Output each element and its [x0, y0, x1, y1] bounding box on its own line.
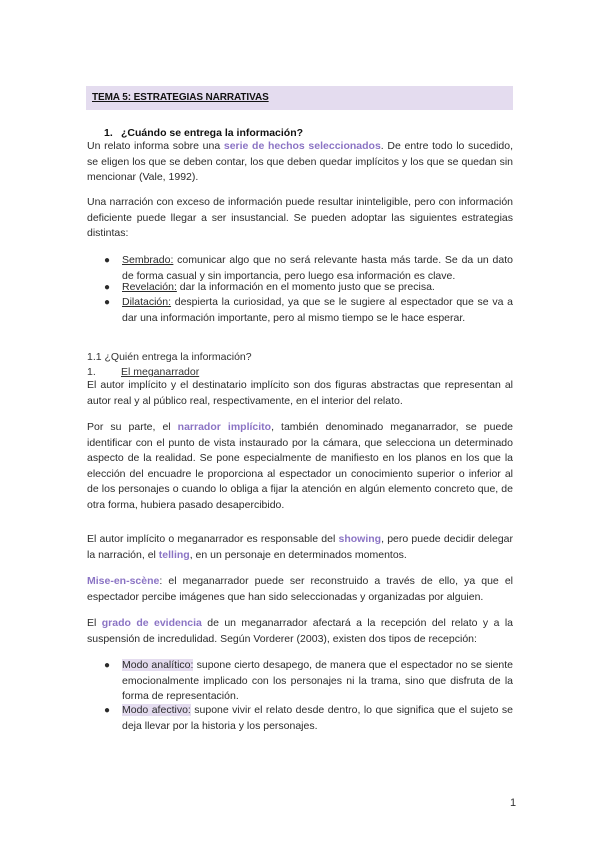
section-1-1-paragraph-2 [87, 420, 513, 513]
subsection-title: El meganarrador [121, 366, 200, 378]
section-1-heading [104, 127, 303, 139]
strategy-term: Revelación: [122, 281, 177, 293]
highlight-term: Mise-en-scène [87, 575, 160, 587]
strategy-item-revelacion [122, 280, 513, 296]
page-number: 1 [510, 797, 517, 809]
bullet-dot: ● [104, 255, 111, 266]
section-1-number: 1. [104, 127, 113, 139]
highlight-term: narrador implícito [177, 421, 272, 433]
text-run: , en un personaje en determinados momentos. [189, 548, 407, 561]
text-run: Un relato informa sobre una [87, 140, 224, 152]
text-run: de un meganarrador afectará a la recepción del relato y a la suspensión de incredulidad. Según Vorderer (2003), existen dos tipos de recepción: [87, 617, 513, 645]
section-1-paragraph-2: Una narración con exceso de información puede resultar ininteligible, pero con información deficiente puede llegar a ser insustancial. Se pueden adoptar las siguientes estrategias distintas: [87, 196, 513, 239]
highlight-term: telling [158, 548, 190, 561]
text-run: El [87, 617, 102, 629]
bullet-dot: ● [104, 297, 111, 308]
strategy-text: despierta la curiosidad, ya que se le sugiere al espectador que se va a dar una información importante, pero al mismo tiempo se le hace esperar. [122, 296, 513, 324]
strategy-text: comunicar algo que no será relevante hasta más tarde. Se da un dato de forma casual y sin importancia, pero luego esa información es clave. [122, 254, 513, 282]
strategy-item-dilatacion [122, 295, 513, 326]
text-run: . De entre todo lo sucedido, se eligen los que se deben contar, los que deben quedar implícitos y los que se quedan sin mencionar (Vale, 1992). [87, 140, 513, 183]
text-run: , también denominado meganarrador, se puede identificar con el punto de vista instaurado por la cámara, que selecciona un determinado aspecto de la realidad. Se pone especialmente de manifiesto en los planos en los que la elección del encuadre le proporciona al espectador un conocimiento superior o inferior al de los personajes o cuando lo obliga a fijar la atención en algún elemento concreto que, de otra forma, hubiera pasado desapercibido. [87, 421, 513, 511]
strategy-term: Dilatación: [122, 296, 172, 308]
strategy-term: Sembrado: [122, 254, 174, 266]
text-run: : el meganarrador puede ser reconstruido a través de ello, ya que el espectador percibe imágenes que han sido seleccionadas y organizadas por alguien. [87, 575, 513, 603]
mode-term: Modo afectivo: [122, 704, 191, 716]
section-1-1-paragraph-5 [87, 616, 513, 647]
page-title: TEMA 5: ESTRATEGIAS NARRATIVAS [92, 92, 269, 103]
section-1-heading-text: ¿Cuándo se entrega la información? [121, 127, 304, 139]
section-1-1-paragraph-1: El autor implícito y el destinatario implícito son dos figuras abstractas que representan al autor real y al público real, respectivamente, en el interior del relato. [87, 379, 513, 407]
section-1-1-paragraph-4 [87, 574, 513, 605]
section-1-paragraph-1 [87, 139, 513, 186]
bullet-dot: ● [104, 282, 111, 293]
highlight-term: grado de evidencia [101, 617, 202, 629]
section-1-1-heading: 1.1 ¿Quién entrega la información? [87, 351, 252, 363]
mode-term: Modo analítico: [122, 659, 194, 671]
text-run: El autor implícito o meganarrador es responsable del [87, 533, 339, 545]
text-run: , pero puede decidir delegar la narración, el [87, 533, 513, 561]
highlight-term: showing [338, 533, 382, 545]
subsection-number: 1. [87, 366, 96, 378]
section-1-1-paragraph-3 [87, 532, 513, 563]
mode-item-analitico [122, 658, 513, 705]
strategy-text: dar la información en el momento justo que se precisa. [176, 281, 435, 293]
bullet-dot: ● [104, 660, 111, 671]
title-banner [86, 86, 513, 110]
mode-text: supone cierto desapego, de manera que el espectador no se siente emocionalmente implicado con los personajes ni la trama, sino que disfruta de la forma de representación. [122, 659, 513, 702]
text-run: Por su parte, el [87, 421, 178, 433]
highlight-term: serie de hechos seleccionados [223, 140, 381, 152]
subsection-heading [87, 366, 199, 378]
mode-text: supone vivir el relato desde dentro, lo que significa que el sujeto se deja llevar por la historia y los personajes. [122, 704, 513, 732]
bullet-dot: ● [104, 705, 111, 716]
mode-item-afectivo [122, 703, 513, 734]
